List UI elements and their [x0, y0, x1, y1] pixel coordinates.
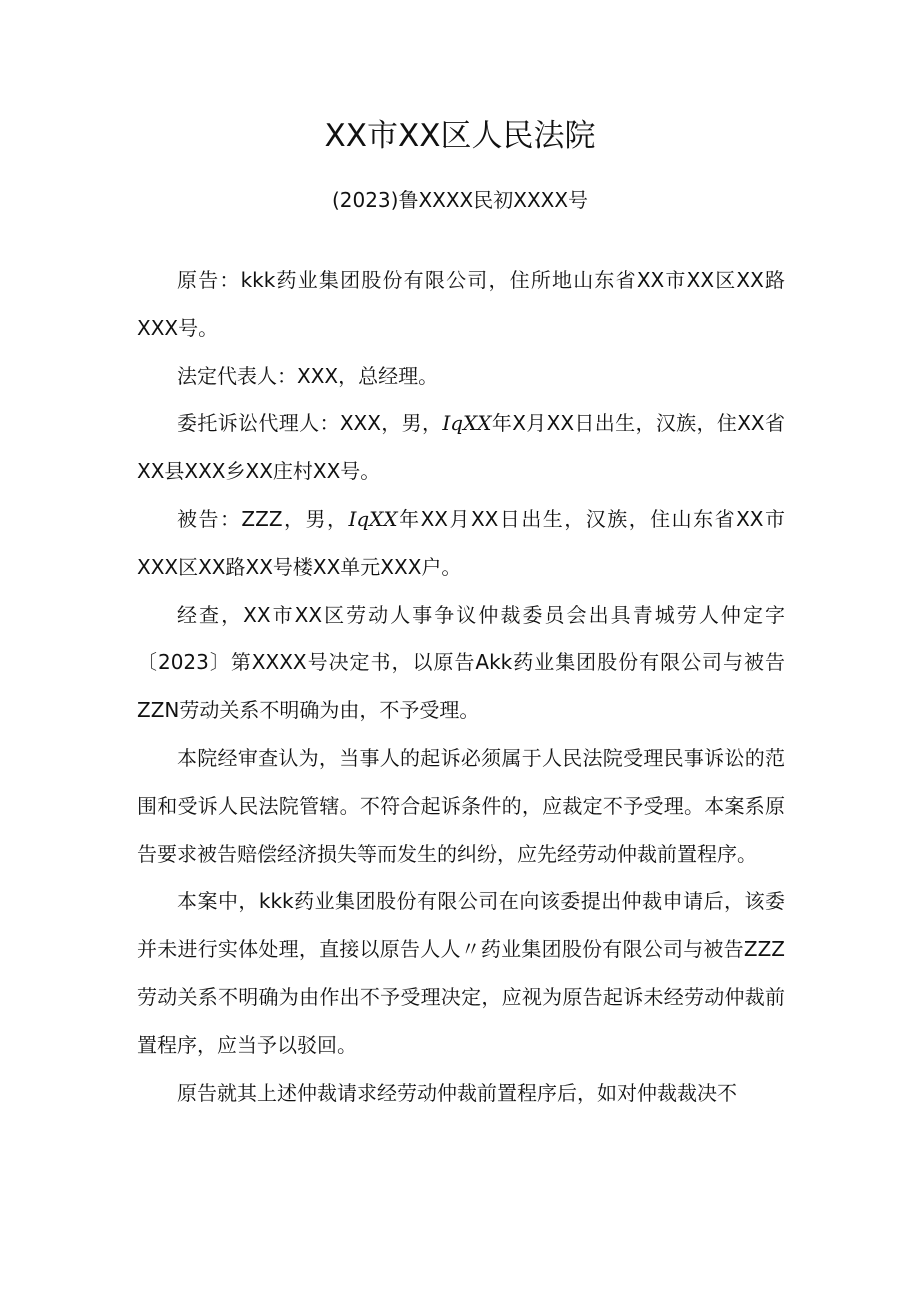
text-segment-italic: IqXX — [442, 411, 492, 436]
paragraph-case-analysis — [137, 878, 785, 1069]
paragraph-defendant — [137, 496, 785, 592]
text-segment: 法定代表人：XXX，总经理。 — [177, 363, 439, 388]
court-title: XX市XX区人民法院 — [324, 118, 596, 154]
paragraph-investigation — [137, 592, 785, 735]
paragraph-agent — [137, 400, 785, 496]
text-segment: 经查，XX市XX区劳动人事争议仲裁委员会出具青城劳人仲定字〔2023〕第XXXX号决定书，以原告Akk药业集团股份有限公司与被告ZZN劳动关系不明确为由，不予受理。 — [137, 602, 785, 723]
text-segment: 本案中，kkk药业集团股份有限公司在向该委提出仲裁申请后，该委并未进行实体处理，直接以原告人人〃药业集团股份有限公司与被告ZZZ劳动关系不明确为由作出不予受理决定，应视为原告起诉未经劳动仲裁前置程序，应当予以驳回。 — [137, 889, 785, 1057]
text-segment: 被告：ZZZ，男， — [177, 506, 349, 531]
paragraph-court-opinion — [137, 735, 785, 878]
text-segment: 年X月XX日出生，汉族，住XX省XX县XXX乡XX庄村XX号。 — [137, 411, 785, 484]
paragraph-conclusion — [137, 1070, 785, 1118]
paragraph-legal-representative — [137, 353, 785, 401]
document-body — [137, 257, 785, 1117]
text-segment: 本院经审查认为，当事人的起诉必须属于人民法院受理民事诉讼的范围和受诉人民法院管辖。不符合起诉条件的，应裁定不予受理。本案系原告要求被告赔偿经济损失等而发生的纠纷，应先经劳动仲裁前置程序。 — [137, 745, 785, 866]
text-segment: 年XX月XX日出生，汉族，住山东省XX市XXX区XX路XX号楼XX单元XXX户。 — [137, 506, 785, 579]
case-number: (2023)鲁XXXX民初XXXX号 — [331, 188, 589, 212]
text-segment: 原告：kkk药业集团股份有限公司，住所地山东省XX市XX区XX路XXX号。 — [137, 268, 785, 340]
paragraph-plaintiff — [137, 257, 785, 353]
text-segment-italic: IqXX — [348, 506, 398, 531]
text-segment: 原告就其上述仲裁请求经劳动仲裁前置程序后，如对仲裁裁决不 — [177, 1080, 737, 1105]
text-segment: 委托诉讼代理人：XXX，男， — [177, 411, 443, 436]
